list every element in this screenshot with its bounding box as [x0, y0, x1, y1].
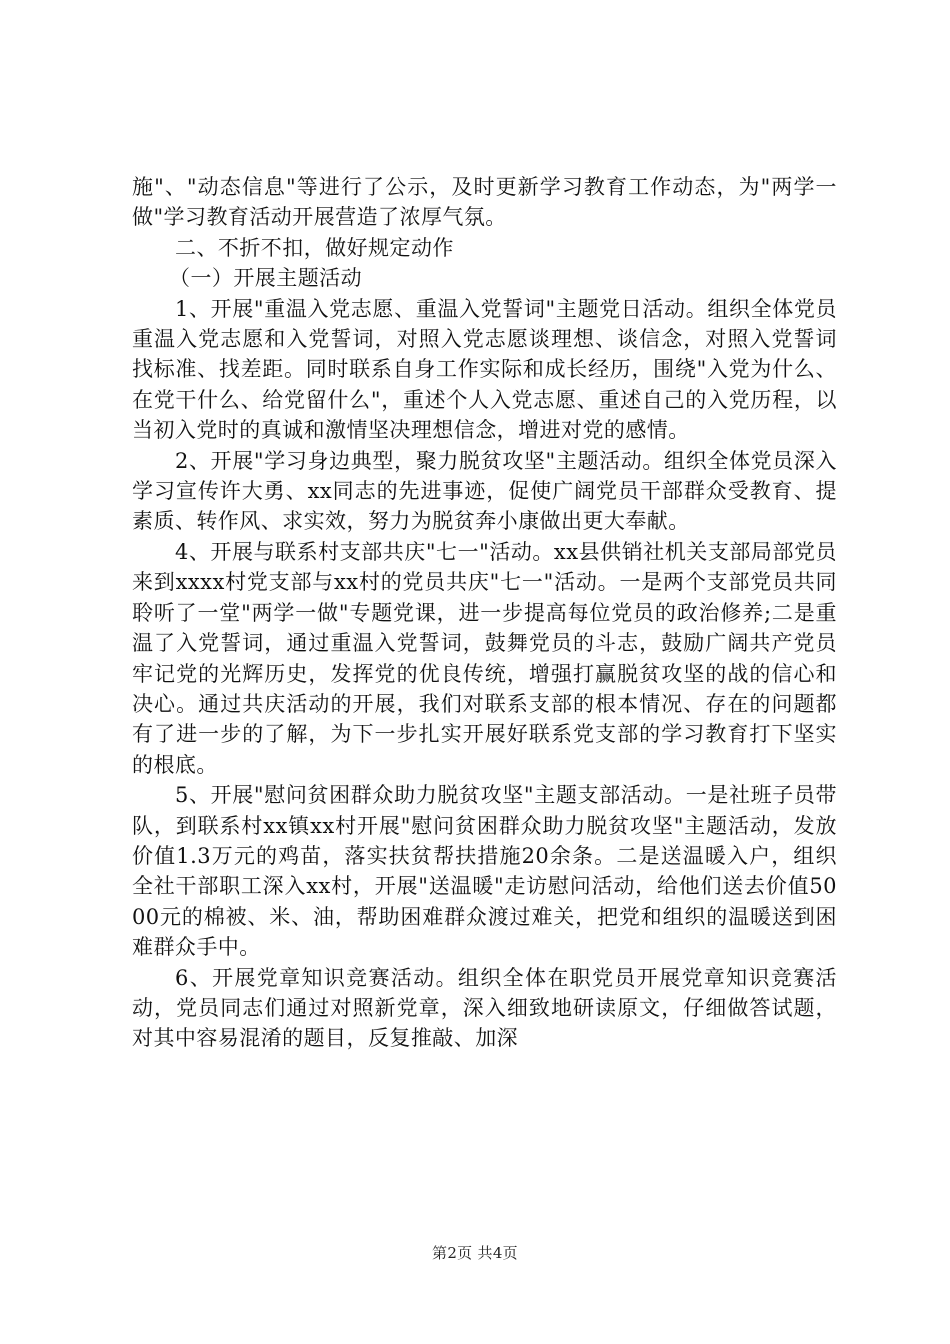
paragraph-item-6: 6、开展党章知识竞赛活动。组织全体在职党员开展党章知识竞赛活动，党员同志们通过对照新党章，深入细致地研读原文，仔细做答试题，对其中容易混淆的题目，反复推敲、加深: [132, 965, 837, 1051]
paragraph-item-5: 5、开展"慰问贫困群众助力脱贫攻坚"主题支部活动。一是社班子员带队，到联系村xx镇xx村开展"慰问贫困群众助力脱贫攻坚"主题活动，发放价值1.3万元的鸡苗，落实扶贫帮扶措施20余条。二是送温暖入户，组织全社干部职工深入xx村，开展"送温暖"走访慰问活动，给他们送去价值5000元的棉被、米、油，帮助困难群众渡过难关，把党和组织的温暖送到困难群众手中。: [132, 783, 837, 960]
page-footer: [0, 1242, 950, 1263]
paragraph-item-2: 2、开展"学习身边典型，聚力脱贫攻坚"主题活动。组织全体党员深入学习宣传许大勇、xx同志的先进事迹，促使广阔党员干部群众受教育、提素质、转作风、求实效，努力为脱贫奔小康做出更大奉献。: [132, 448, 837, 534]
paragraph-continuation: 施"、"动态信息"等进行了公示，及时更新学习教育工作动态，为"两学一做"学习教育活动开展营造了浓厚气氛。: [132, 175, 837, 230]
paragraph-item-4: 4、开展与联系村支部共庆"七一"活动。xx县供销社机关支部局部党员来到xxxx村党支部与xx村的党员共庆"七一"活动。一是两个支部党员共同聆听了一堂"两学一做"专题党课，进一步提高每位党员的政治修养;二是重温了入党誓词，通过重温入党誓词，鼓舞党员的斗志，鼓励广阔共产党员牢记党的光辉历史，发挥党的优良传统，增强打赢脱贫攻坚的战的信心和决心。通过共庆活动的开展，我们对联系支部的根本情况、存在的问题都有了进一步的了解，为下一步扎实开展好联系党支部的学习教育打下坚实的根底。: [132, 539, 837, 777]
page-number-label: 第2页 共4页: [432, 1244, 518, 1262]
document-body: [132, 172, 837, 1054]
subsection-heading: （一）开展主题活动: [169, 266, 363, 291]
paragraph-item-1: 1、开展"重温入党志愿、重温入党誓词"主题党日活动。组织全体党员重温入党志愿和入党誓词，对照入党志愿谈理想、谈信念，对照入党誓词找标准、找差距。同时联系自身工作实际和成长经历，围绕"入党为什么、在党干什么、给党留什么"，重述个人入党志愿、重述自己的入党历程，以当初入党时的真诚和激情坚决理想信念，增进对党的感情。: [132, 296, 837, 443]
section-heading: 二、不折不扣，做好规定动作: [175, 235, 454, 260]
